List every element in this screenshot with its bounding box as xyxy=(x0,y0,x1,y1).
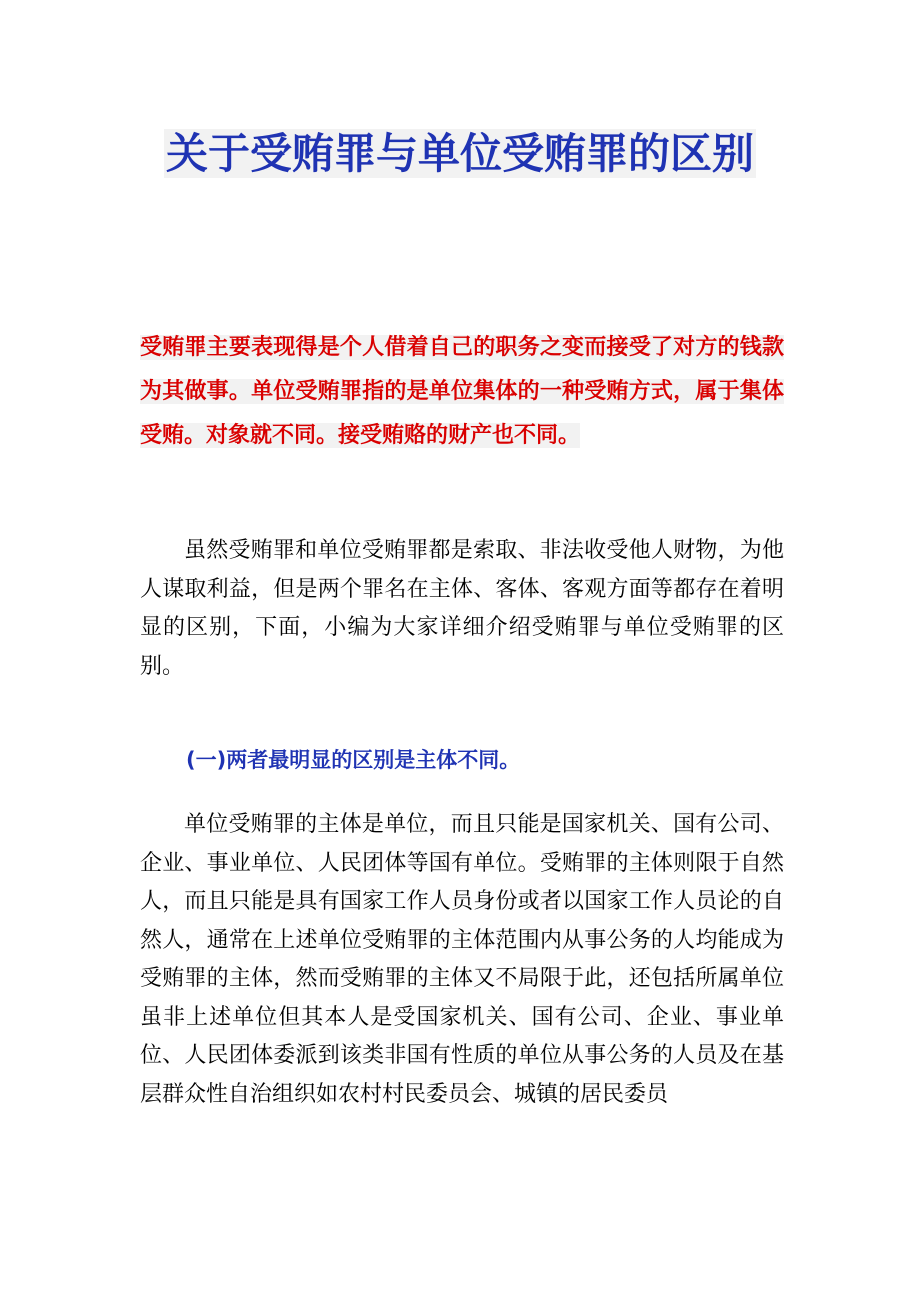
document-title xyxy=(158,118,762,190)
section-1-paragraph: 单位受贿罪的主体是单位，而且只能是国家机关、国有公司、企业、事业单位、人民团体等国有单位。受贿罪的主体则限于自然人，而且只能是具有国家工作人员身份或者以国家工作人员论的自然人，通常在上述单位受贿罪的主体范围内从事公务的人均能成为受贿罪的主体，然而受贿罪的主体又不局限于此，还包括所属单位虽非上述单位但其本人是受国家机关、国有公司、企业、事业单位、人民团体委派到该类非国有性质的单位从事公务的人员及在基层群众性自治组织如农村村民委员会、城镇的居民委员 xyxy=(140,812,784,1107)
intro-paragraph: 虽然受贿罪和单位受贿罪都是索取、非法收受他人财物，为他人谋取利益，但是两个罪名在主体、客体、客观方面等都存在着明显的区别，下面，小编为大家详细介绍受贿罪与单位受贿罪的区别。 xyxy=(140,538,784,679)
document-title-text: 关于受贿罪与单位受贿罪的区别 xyxy=(165,129,754,178)
summary-text: 受贿罪主要表现得是个人借着自己的职务之变而接受了对方的钱款为其做事。单位受贿罪指的是单位集体的一种受贿方式，属于集体受贿。对象就不同。接受贿赂的财产也不同。 xyxy=(140,335,784,448)
section-1-heading: (一)两者最明显的区别是主体不同。 xyxy=(186,748,521,772)
summary-paragraph xyxy=(140,326,784,458)
